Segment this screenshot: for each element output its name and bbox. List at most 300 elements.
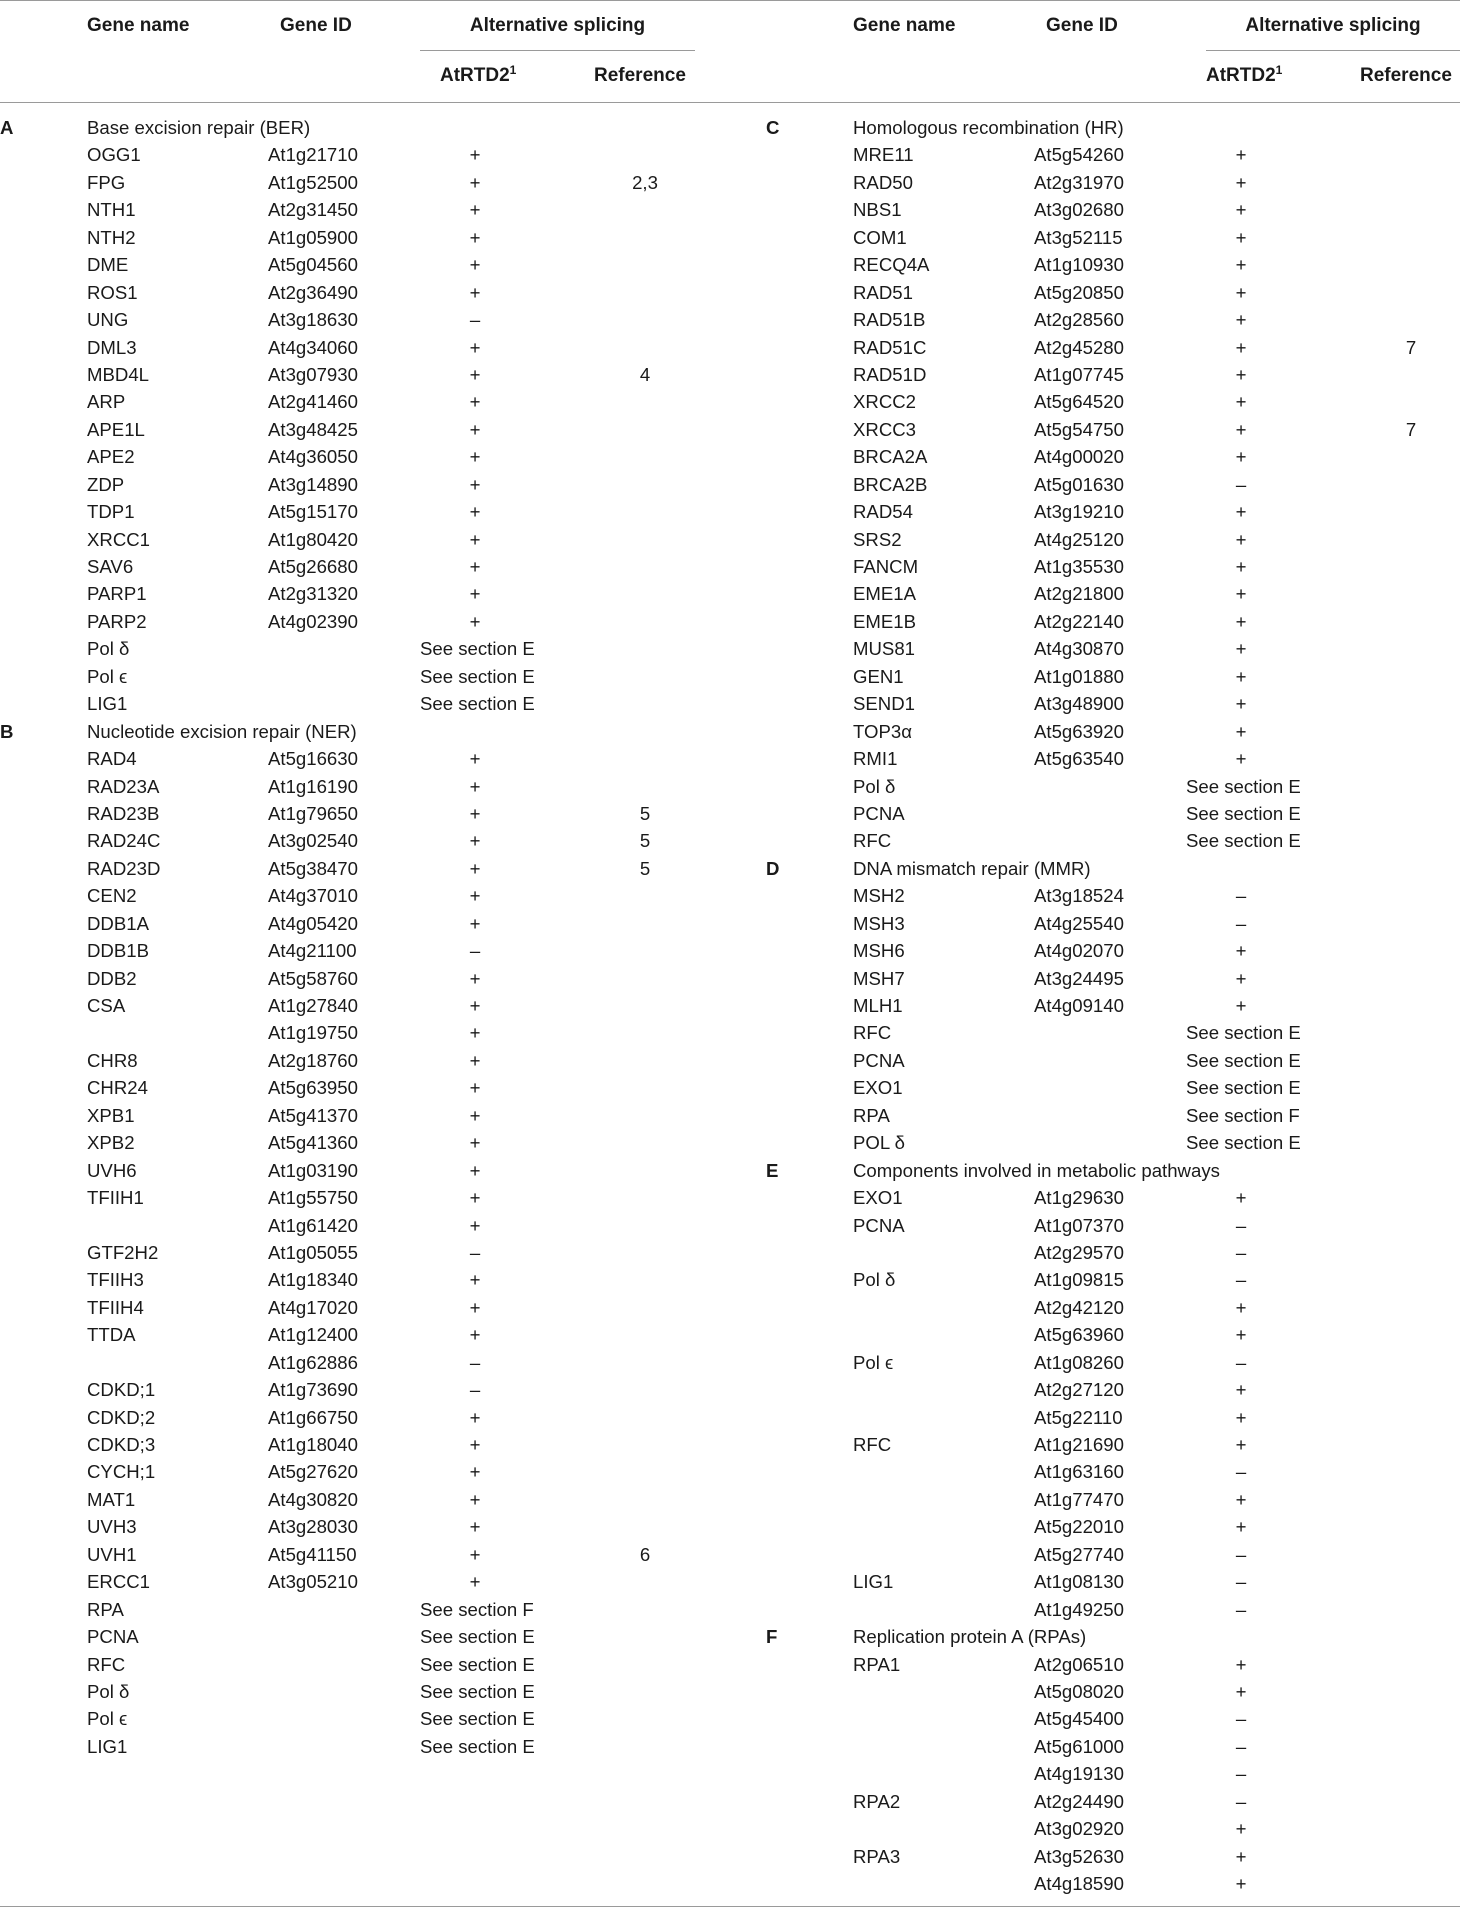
gene-name: EXO1 bbox=[853, 1187, 903, 1209]
gene-id: At2g21800 bbox=[1034, 583, 1124, 605]
table-row bbox=[766, 1074, 1460, 1101]
header-alt-splicing-left: Alternative splicing bbox=[469, 15, 646, 36]
table-row bbox=[0, 1705, 740, 1732]
gene-id: At5g63920 bbox=[1034, 720, 1124, 742]
table-row bbox=[0, 1019, 740, 1046]
splicing-value: – bbox=[1235, 1351, 1247, 1373]
table-row bbox=[766, 745, 1460, 772]
gene-id: At1g73690 bbox=[268, 1379, 358, 1401]
splicing-value: + bbox=[1235, 583, 1247, 605]
gene-id: At5g26680 bbox=[268, 556, 358, 577]
gene-id: At1g61420 bbox=[268, 1214, 358, 1236]
section-letter: D bbox=[766, 857, 780, 879]
top-rule bbox=[0, 0, 1460, 1]
reference-value: 2,3 bbox=[632, 171, 658, 193]
gene-name: DDB1B bbox=[87, 940, 150, 962]
splicing-value: + bbox=[469, 1077, 481, 1099]
see-section-note: See section E bbox=[1186, 830, 1301, 852]
gene-id: At2g45280 bbox=[1034, 336, 1124, 358]
table-row bbox=[766, 1321, 1460, 1348]
table-row bbox=[0, 196, 740, 223]
table-row bbox=[766, 1184, 1460, 1211]
splicing-value: – bbox=[1235, 1790, 1247, 1812]
gene-id: At5g15170 bbox=[268, 501, 358, 523]
header-subrule-left bbox=[420, 50, 695, 51]
table-row bbox=[0, 992, 740, 1019]
reference-value: 5 bbox=[639, 802, 651, 824]
gene-name: TDP1 bbox=[87, 501, 135, 523]
splicing-value: + bbox=[469, 171, 481, 193]
table-row bbox=[0, 635, 740, 662]
table-row bbox=[0, 1102, 740, 1129]
splicing-value: + bbox=[469, 610, 481, 632]
gene-name: CHR24 bbox=[87, 1077, 148, 1099]
splicing-value: + bbox=[1235, 940, 1247, 962]
splicing-value: + bbox=[469, 1571, 481, 1593]
splicing-value: – bbox=[1235, 1735, 1247, 1757]
splicing-value: + bbox=[469, 1022, 481, 1044]
header-gene-name-right: Gene name bbox=[853, 15, 956, 36]
table-row bbox=[766, 553, 1460, 580]
gene-name: MLH1 bbox=[853, 995, 903, 1016]
table-row bbox=[0, 361, 740, 388]
table-row bbox=[766, 1541, 1460, 1568]
splicing-value: + bbox=[469, 1269, 481, 1291]
splicing-value: + bbox=[469, 1516, 481, 1538]
gene-id: At1g77470 bbox=[1034, 1488, 1124, 1510]
gene-id: At2g41460 bbox=[268, 391, 358, 413]
table-row bbox=[766, 1404, 1460, 1431]
gene-id: At2g28560 bbox=[1034, 309, 1124, 331]
gene-id: At5g63540 bbox=[1034, 748, 1124, 770]
splicing-value: – bbox=[469, 1351, 481, 1373]
splicing-value: + bbox=[1235, 254, 1247, 276]
gene-name: APE2 bbox=[87, 446, 135, 468]
gene-name: RECQ4A bbox=[853, 254, 930, 276]
table-row bbox=[0, 1596, 740, 1623]
table-row bbox=[766, 635, 1460, 662]
gene-id: At5g04560 bbox=[268, 254, 358, 276]
table-row bbox=[0, 553, 740, 580]
gene-id: At1g05900 bbox=[268, 226, 358, 248]
splicing-value: + bbox=[1235, 336, 1247, 358]
splicing-value: + bbox=[1235, 665, 1247, 687]
splicing-value: + bbox=[469, 1434, 481, 1455]
section-row bbox=[0, 114, 740, 141]
gene-name: CEN2 bbox=[87, 885, 137, 907]
gene-id: At3g48425 bbox=[268, 418, 358, 440]
gene-name: GEN1 bbox=[853, 665, 904, 687]
splicing-value: + bbox=[469, 830, 481, 852]
table-row bbox=[766, 1788, 1460, 1815]
splicing-value: + bbox=[469, 254, 481, 276]
gene-name: TFIIH4 bbox=[87, 1296, 144, 1318]
gene-id: At1g16190 bbox=[268, 775, 358, 797]
reference-value: 6 bbox=[639, 1543, 651, 1565]
table-row bbox=[766, 1349, 1460, 1376]
table-row bbox=[0, 1678, 740, 1705]
gene-id: At5g64520 bbox=[1034, 391, 1124, 413]
gene-id: At1g03190 bbox=[268, 1159, 358, 1181]
see-section-note: See section E bbox=[1186, 775, 1301, 797]
gene-name: RFC bbox=[853, 1434, 892, 1455]
gene-id: At3g02920 bbox=[1034, 1818, 1124, 1840]
gene-name: RPA1 bbox=[853, 1653, 901, 1675]
gene-name: RAD23B bbox=[87, 802, 160, 824]
table-row bbox=[766, 361, 1460, 388]
gene-id: At2g31450 bbox=[268, 199, 358, 221]
table-row bbox=[766, 1294, 1460, 1321]
splicing-value: + bbox=[469, 912, 481, 934]
see-section-note: See section E bbox=[420, 1680, 535, 1702]
gene-id: At4g25120 bbox=[1034, 528, 1124, 550]
header-gene-name-left: Gene name bbox=[87, 15, 190, 36]
gene-name: MAT1 bbox=[87, 1488, 136, 1510]
table-row bbox=[0, 937, 740, 964]
table-row bbox=[766, 334, 1460, 361]
section-title: Homologous recombination (HR) bbox=[853, 117, 1124, 138]
gene-id: At4g19130 bbox=[1034, 1763, 1124, 1785]
gene-name: DDB1A bbox=[87, 912, 150, 934]
table-row bbox=[766, 1843, 1460, 1870]
gene-name: EME1A bbox=[853, 583, 917, 605]
gene-name: RPA bbox=[853, 1104, 890, 1126]
splicing-value: + bbox=[469, 501, 481, 523]
splicing-value: + bbox=[1235, 171, 1247, 193]
gene-name: TOP3α bbox=[853, 720, 912, 742]
table-row bbox=[766, 471, 1460, 498]
table-row bbox=[0, 141, 740, 168]
gene-id: At1g18040 bbox=[268, 1434, 358, 1455]
splicing-value: + bbox=[1235, 1680, 1247, 1702]
gene-id: At1g27840 bbox=[268, 995, 358, 1016]
gene-id: At4g37010 bbox=[268, 885, 358, 907]
see-section-note: See section E bbox=[420, 638, 535, 660]
splicing-value: + bbox=[469, 418, 481, 440]
gene-name: BRCA2B bbox=[853, 473, 928, 495]
gene-id: At5g41370 bbox=[268, 1104, 358, 1126]
splicing-value: – bbox=[1235, 1571, 1247, 1593]
table-row bbox=[766, 1239, 1460, 1266]
table-row bbox=[0, 882, 740, 909]
gene-id: At1g79650 bbox=[268, 802, 358, 824]
gene-id: At3g18524 bbox=[1034, 885, 1124, 907]
section-title: Components involved in metabolic pathways bbox=[853, 1159, 1220, 1181]
table-row bbox=[766, 224, 1460, 251]
see-section-note: See section E bbox=[1186, 802, 1301, 824]
section-letter: A bbox=[0, 117, 14, 138]
splicing-value: – bbox=[469, 940, 481, 962]
splicing-value: + bbox=[469, 473, 481, 495]
gene-id: At5g54260 bbox=[1034, 144, 1124, 166]
splicing-value: + bbox=[469, 857, 481, 879]
gene-id: At3g52115 bbox=[1034, 226, 1123, 248]
gene-name: RPA3 bbox=[853, 1845, 901, 1867]
splicing-value: + bbox=[469, 281, 481, 303]
table-row bbox=[0, 416, 740, 443]
see-section-note: See section E bbox=[1186, 1049, 1301, 1071]
gene-name: CHR8 bbox=[87, 1049, 138, 1071]
gene-name: ZDP bbox=[87, 473, 125, 495]
section-row bbox=[766, 114, 1460, 141]
gene-name: XPB1 bbox=[87, 1104, 135, 1126]
gene-id: At5g61000 bbox=[1034, 1735, 1124, 1757]
splicing-value: + bbox=[1235, 638, 1247, 660]
splicing-value: + bbox=[1235, 1379, 1247, 1401]
table-row bbox=[766, 608, 1460, 635]
splicing-value: + bbox=[1235, 693, 1247, 715]
gene-name: NTH2 bbox=[87, 226, 136, 248]
splicing-value: + bbox=[1235, 1434, 1247, 1455]
table-row bbox=[766, 526, 1460, 553]
table-row bbox=[766, 663, 1460, 690]
gene-name: MSH3 bbox=[853, 912, 905, 934]
gene-id: At3g28030 bbox=[268, 1516, 358, 1538]
table-row bbox=[766, 196, 1460, 223]
gene-name: RAD51D bbox=[853, 363, 927, 385]
gene-name: Pol ϵ bbox=[87, 665, 128, 687]
table-row bbox=[0, 1376, 740, 1403]
table-row bbox=[0, 580, 740, 607]
table-row bbox=[0, 1321, 740, 1348]
gene-id: At4g36050 bbox=[268, 446, 358, 468]
table-row bbox=[766, 1760, 1460, 1787]
table-row bbox=[766, 580, 1460, 607]
table-row bbox=[766, 251, 1460, 278]
gene-id: At4g05420 bbox=[268, 912, 358, 934]
gene-name: OGG1 bbox=[87, 144, 141, 166]
splicing-value: + bbox=[1235, 446, 1247, 468]
table-row bbox=[0, 1349, 740, 1376]
see-section-note: See section E bbox=[420, 1626, 535, 1648]
table-row bbox=[0, 1541, 740, 1568]
see-section-note: See section E bbox=[420, 665, 535, 687]
splicing-value: + bbox=[469, 885, 481, 907]
gene-name: TFIIH3 bbox=[87, 1269, 144, 1291]
gene-name: MSH2 bbox=[853, 885, 905, 907]
table-row bbox=[0, 608, 740, 635]
splicing-value: + bbox=[469, 528, 481, 550]
gene-id: At1g18340 bbox=[268, 1269, 358, 1291]
gene-name: LIG1 bbox=[87, 693, 128, 715]
gene-id: At5g38470 bbox=[268, 857, 358, 879]
table-row bbox=[0, 1239, 740, 1266]
gene-name: LIG1 bbox=[87, 1735, 128, 1757]
table-row bbox=[0, 1513, 740, 1540]
table-row bbox=[766, 910, 1460, 937]
table-row bbox=[0, 663, 740, 690]
gene-id: At5g58760 bbox=[268, 967, 358, 989]
gene-name: UVH3 bbox=[87, 1516, 137, 1538]
gene-id: At4g34060 bbox=[268, 336, 358, 358]
gene-id: At1g05055 bbox=[268, 1241, 358, 1263]
gene-name: DME bbox=[87, 254, 129, 276]
gene-name: Pol δ bbox=[853, 775, 896, 797]
table-row bbox=[766, 800, 1460, 827]
gene-name: MSH6 bbox=[853, 940, 905, 962]
gene-name: FPG bbox=[87, 171, 126, 193]
gene-id: At1g66750 bbox=[268, 1406, 358, 1428]
gene-id: At2g18760 bbox=[268, 1049, 358, 1071]
gene-id: At4g25540 bbox=[1034, 912, 1124, 934]
table-row bbox=[766, 1212, 1460, 1239]
splicing-value: – bbox=[1235, 1598, 1247, 1620]
splicing-value: + bbox=[469, 556, 481, 577]
table-row bbox=[0, 1458, 740, 1485]
gene-name: COM1 bbox=[853, 226, 907, 248]
gene-name: RAD51B bbox=[853, 309, 926, 331]
table-row bbox=[0, 471, 740, 498]
gene-name: CDKD;3 bbox=[87, 1434, 156, 1455]
table-row bbox=[766, 1486, 1460, 1513]
splicing-value: – bbox=[469, 309, 481, 331]
section-title: Replication protein A (RPAs) bbox=[853, 1626, 1087, 1648]
gene-name: PARP1 bbox=[87, 583, 147, 605]
gene-name: NTH1 bbox=[87, 199, 136, 221]
gene-id: At1g35530 bbox=[1034, 556, 1124, 577]
gene-id: At4g02070 bbox=[1034, 940, 1124, 962]
table-row bbox=[766, 279, 1460, 306]
splicing-value: + bbox=[1235, 363, 1247, 385]
table-row bbox=[0, 910, 740, 937]
gene-id: At3g52630 bbox=[1034, 1845, 1124, 1867]
gene-id: At1g21710 bbox=[268, 144, 358, 166]
table-row bbox=[0, 1074, 740, 1101]
reference-value: 4 bbox=[639, 363, 651, 385]
header-rule bbox=[0, 102, 1460, 103]
gene-id: At1g07745 bbox=[1034, 363, 1124, 385]
gene-id: At2g29570 bbox=[1034, 1241, 1124, 1263]
splicing-value: + bbox=[469, 1104, 481, 1126]
gene-id: At1g12400 bbox=[268, 1324, 358, 1346]
table-row bbox=[766, 1129, 1460, 1156]
table-row bbox=[766, 1568, 1460, 1595]
gene-id: At4g17020 bbox=[268, 1296, 358, 1318]
table-row bbox=[766, 1047, 1460, 1074]
see-section-note: See section E bbox=[1186, 1077, 1301, 1099]
table-row bbox=[0, 1157, 740, 1184]
gene-id: At4g09140 bbox=[1034, 995, 1124, 1016]
table-row bbox=[766, 690, 1460, 717]
gene-id: At1g07370 bbox=[1034, 1214, 1124, 1236]
see-section-note: See section E bbox=[420, 1735, 535, 1757]
gene-name: RAD23A bbox=[87, 775, 160, 797]
splicing-value: + bbox=[1235, 418, 1247, 440]
splicing-value: + bbox=[1235, 528, 1247, 550]
gene-id: At2g36490 bbox=[268, 281, 358, 303]
section-title: DNA mismatch repair (MMR) bbox=[853, 857, 1091, 879]
table-row bbox=[766, 498, 1460, 525]
gene-name: Pol ϵ bbox=[853, 1351, 894, 1373]
gene-name: Pol δ bbox=[853, 1269, 896, 1291]
table-row bbox=[766, 1815, 1460, 1842]
table-row bbox=[0, 1184, 740, 1211]
splicing-value: + bbox=[1235, 1488, 1247, 1510]
header-atrtd2-right: $AtRTD2^1$ bbox=[1206, 63, 1283, 86]
splicing-value: + bbox=[1235, 967, 1247, 989]
splicing-value: – bbox=[1235, 1461, 1247, 1483]
section-letter: C bbox=[766, 117, 780, 138]
gene-id: At2g22140 bbox=[1034, 610, 1124, 632]
splicing-value: + bbox=[469, 1132, 481, 1154]
gene-name: CSA bbox=[87, 995, 126, 1016]
splicing-value: + bbox=[1235, 556, 1247, 577]
gene-name: CDKD;2 bbox=[87, 1406, 156, 1428]
table-row bbox=[0, 1431, 740, 1458]
table-row bbox=[766, 169, 1460, 196]
gene-name: DDB2 bbox=[87, 967, 137, 989]
table-row bbox=[0, 827, 740, 854]
splicing-value: + bbox=[1235, 1187, 1247, 1209]
gene-id: At2g24490 bbox=[1034, 1790, 1124, 1812]
section-row bbox=[766, 855, 1460, 882]
table-row bbox=[766, 827, 1460, 854]
right-column bbox=[766, 114, 1460, 1897]
splicing-value: + bbox=[469, 144, 481, 166]
gene-name: GTF2H2 bbox=[87, 1241, 159, 1263]
gene-name: RAD51C bbox=[853, 336, 927, 358]
gene-id: At3g19210 bbox=[1034, 501, 1124, 523]
gene-name: MBD4L bbox=[87, 363, 150, 385]
gene-id: At2g42120 bbox=[1034, 1296, 1124, 1318]
gene-id: At4g21100 bbox=[268, 940, 357, 962]
table-row bbox=[0, 1294, 740, 1321]
see-section-note: See section E bbox=[1186, 1132, 1301, 1154]
section-letter: E bbox=[766, 1159, 779, 1181]
gene-name: TFIIH1 bbox=[87, 1187, 144, 1209]
section-title: Base excision repair (BER) bbox=[87, 117, 311, 138]
reference-value: 7 bbox=[1405, 336, 1417, 358]
table-row bbox=[0, 1047, 740, 1074]
gene-name: RFC bbox=[853, 830, 892, 852]
table-row bbox=[766, 1513, 1460, 1540]
header-reference-right: Reference bbox=[1360, 65, 1452, 86]
table-row bbox=[0, 388, 740, 415]
table-row bbox=[0, 1212, 740, 1239]
gene-name: PCNA bbox=[853, 802, 905, 824]
table-row bbox=[766, 1870, 1460, 1897]
gene-name: PCNA bbox=[853, 1049, 905, 1071]
table-row bbox=[766, 141, 1460, 168]
splicing-value: + bbox=[1235, 1516, 1247, 1538]
gene-name: PARP2 bbox=[87, 610, 147, 632]
gene-name: EME1B bbox=[853, 610, 917, 632]
table-row bbox=[0, 690, 740, 717]
gene-id: At3g24495 bbox=[1034, 967, 1124, 989]
gene-name: XRCC3 bbox=[853, 418, 917, 440]
table-row bbox=[0, 1651, 740, 1678]
header-reference-left: Reference bbox=[594, 65, 686, 86]
gene-name: BRCA2A bbox=[853, 446, 928, 468]
splicing-value: + bbox=[469, 748, 481, 770]
splicing-value: + bbox=[1235, 144, 1247, 166]
gene-id: At5g08020 bbox=[1034, 1680, 1124, 1702]
gene-name: CDKD;1 bbox=[87, 1379, 156, 1401]
gene-name: RAD24C bbox=[87, 830, 161, 852]
gene-name: RAD51 bbox=[853, 281, 913, 303]
reference-value: 5 bbox=[639, 857, 651, 879]
splicing-value: + bbox=[1235, 1653, 1247, 1675]
table-row bbox=[766, 1651, 1460, 1678]
splicing-value: + bbox=[469, 1049, 481, 1071]
gene-id: At1g01880 bbox=[1034, 665, 1124, 687]
gene-name: SAV6 bbox=[87, 556, 134, 577]
gene-name: MRE11 bbox=[853, 144, 914, 166]
table-row bbox=[0, 1568, 740, 1595]
gene-name: RAD54 bbox=[853, 501, 913, 523]
gene-name: PCNA bbox=[87, 1626, 139, 1648]
splicing-value: – bbox=[1235, 1269, 1247, 1291]
